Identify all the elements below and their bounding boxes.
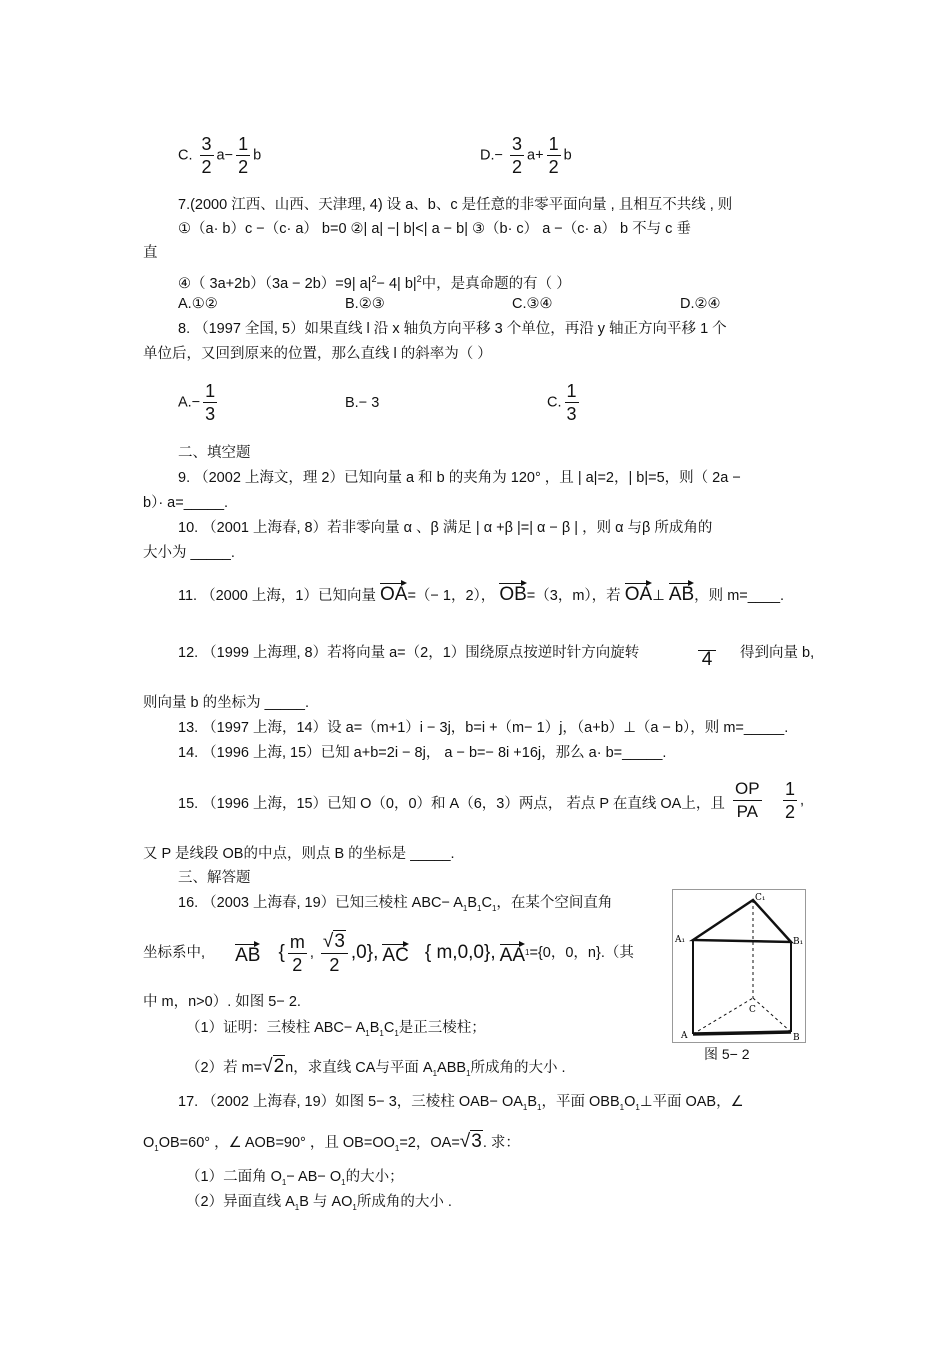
top-triangle [693,900,791,942]
q8-line2: 单位后，又回到原来的位置，那么直线 l 的斜率为（ ） [143,346,492,362]
q7-option-a: A.①② [178,296,218,312]
q17-line1: 17. （2002 上海春, 19）如图 5− 3，三棱柱 $OAB- OA_1B_1$，平面 $OBB_1O_1\perp$平面 OAB，∠ [178,1094,744,1112]
fraction-three-halves: $\frac{3}{2}$ [201,134,212,177]
q7-line3: 直 [143,245,158,261]
label-c1: C₁ [755,893,766,903]
fraction-three-halves: $\frac{3}{2}$ [512,134,523,177]
label-c: C [749,1005,756,1015]
q10-line2: 大小为 _____. [143,545,235,561]
q7-line1: 7.(2000 江西、山西、天津理, 4) 设 a、b、c 是任意的非零平面向量 , 且相互不共线 , 则 [178,197,733,213]
vector-oa: OA [625,580,652,604]
fraction-one-half: $\frac{1}{2}$ [548,134,559,177]
q16-line3: 中 m，n>0）. 如图 5− 2. [143,994,301,1010]
fraction-one-half: $\frac{1}{2}$ [238,134,249,177]
q17-line2: $O_1OB=60^\circ$ ，∠ AOB=90° ，且 $OB=OO_1=2$，OA=√3. 求： [143,1131,520,1153]
edge-ac [693,998,753,1034]
edge-ab [693,1032,791,1034]
q16-part1: （1）证明：三棱柱 $ABC- A_1B_1C_1$是正三棱柱； [186,1020,486,1038]
q8-line1: 8. （1997 全国, 5）如果直线 l 沿 x 轴负方向平移 3 个单位，再沿 y 轴正方向平移 1 个 [178,321,727,337]
q9-line1: 9. （2002 上海文，理 2）已知向量 a 和 b 的夹角为 120° ，且 | a|=2，| b|=5，则（ 2a − [178,470,741,486]
q11: 11. （2000 上海，1）已知向量 OA=（− 1，2）， OB=（3，m），若 OA⊥ AB，则 m=____. [178,580,784,605]
vector-ob: OB [499,580,526,604]
section-title-fill-in: 二、填空题 [178,445,251,461]
label-b: B [793,1033,800,1042]
q12-line2: 则向量 b 的坐标为 _____. [143,695,309,711]
q8-option-b: B.− 3 [345,395,380,411]
q14: 14. （1996 上海, 15）已知 a+b=2i − 8j， a − b=− 8i +16j，那么 a· b=_____. [178,745,667,761]
label-b1: B₁ [793,937,804,947]
q7-option-d: D.②④ [680,296,721,312]
q17-part2: （2）异面直线 $A_1B$ 与 $AO_1$所成角的大小 . [186,1194,452,1212]
figure-caption: 图 5− 2 [704,1046,750,1062]
fraction-one-third: $\frac{1}{3}$ [566,381,577,424]
vector-ab: AB [669,580,694,604]
q7-option-b: B.②③ [345,296,385,312]
q15-line1: 15. （1996 上海，15）已知 O（0，0）和 A（6，3）两点， 若点 P 在直线 OA上，且 [178,796,725,812]
q6-option-d: D.− $\frac{3}{2}$ a+ $\frac{1}{2}$ b [480,134,572,177]
q7-option-c: C.③④ [512,296,553,312]
q16-line2: 坐标系中, AB { $\frac{m}{2}$ , $\frac{√3}{2}$ ,0}, AC { m,0,0}, AA1={0，0，n}.（其 [143,931,634,975]
q6-option-c: C. $\frac{3}{2}$ a− $\frac{1}{2}$ b [178,134,262,177]
edge-cb [753,998,791,1032]
vector-oa: OA [380,580,407,604]
q13: 13. （1997 上海，14）设 a=（m+1）i − 3j，b=i +（m− 1）j，（a+b）⊥（a − b），则 m=_____. [178,720,789,736]
q12-line1a: 12. （1999 上海理, 8）若将向量 a=（2，1）围绕原点按逆时针方向旋转 [178,645,640,661]
vector-ab: AB [235,941,260,965]
q15-line2: 又 P 是线段 OB的中点，则点 B 的坐标是 _____. [143,846,455,862]
q8-option-c: C. $\frac{1}{3}$ [547,381,577,424]
label-a: A [681,1031,688,1041]
q17-part1: （1）二面角 $O_1- AB- O_1$的大小； [186,1169,404,1187]
fraction-one-third: $\frac{1}{3}$ [205,381,216,424]
q12-line1b: 得到向量 b, [740,645,815,661]
q8-option-a: A.− $\frac{1}{3}$ [178,381,216,424]
q7-line2: ①（a· b）c −（c· a） b=0 ②| a| −| b|<| a − b| ③（b· c） a −（c· a） b 不与 c 垂 [178,221,691,237]
q12-fraction-quarter: 4 [698,640,716,669]
q10-line1: 10. （2001 上海春, 8）若非零向量 α 、β 满足 | α +β |=| α − β | ，则 α 与β 所成角的 [178,520,713,536]
figure-prism [672,889,806,1043]
label-a1: A₁ [675,935,686,945]
vector-aa1: AA [500,941,525,965]
q15-fraction-op-pa: $\frac{OP}{PA}$ [735,779,760,821]
q16-part2: （2）若 m=√2n，求直线 CA与平面 $A_1ABB_1$所成角的大小 . [186,1056,566,1078]
section-title-answer: 三、解答题 [178,870,251,886]
q9-line2: b）· a=_____. [143,495,229,511]
vector-ac: AC [382,941,408,965]
q7-line4: ④（ 3a+2b）（3a − 2b）=9| $a|^2- 4|$ $b|^2$中，是真命题的有（ ） [178,274,571,292]
prism-diagram [673,890,805,1042]
q15-fraction-half: $\frac{1}{2}$ , [785,779,805,822]
q16-line1: 16. （2003 上海春, 19）已知三棱柱 $ABC- A_1B_1C_1$，在某个空间直角 [178,895,613,913]
